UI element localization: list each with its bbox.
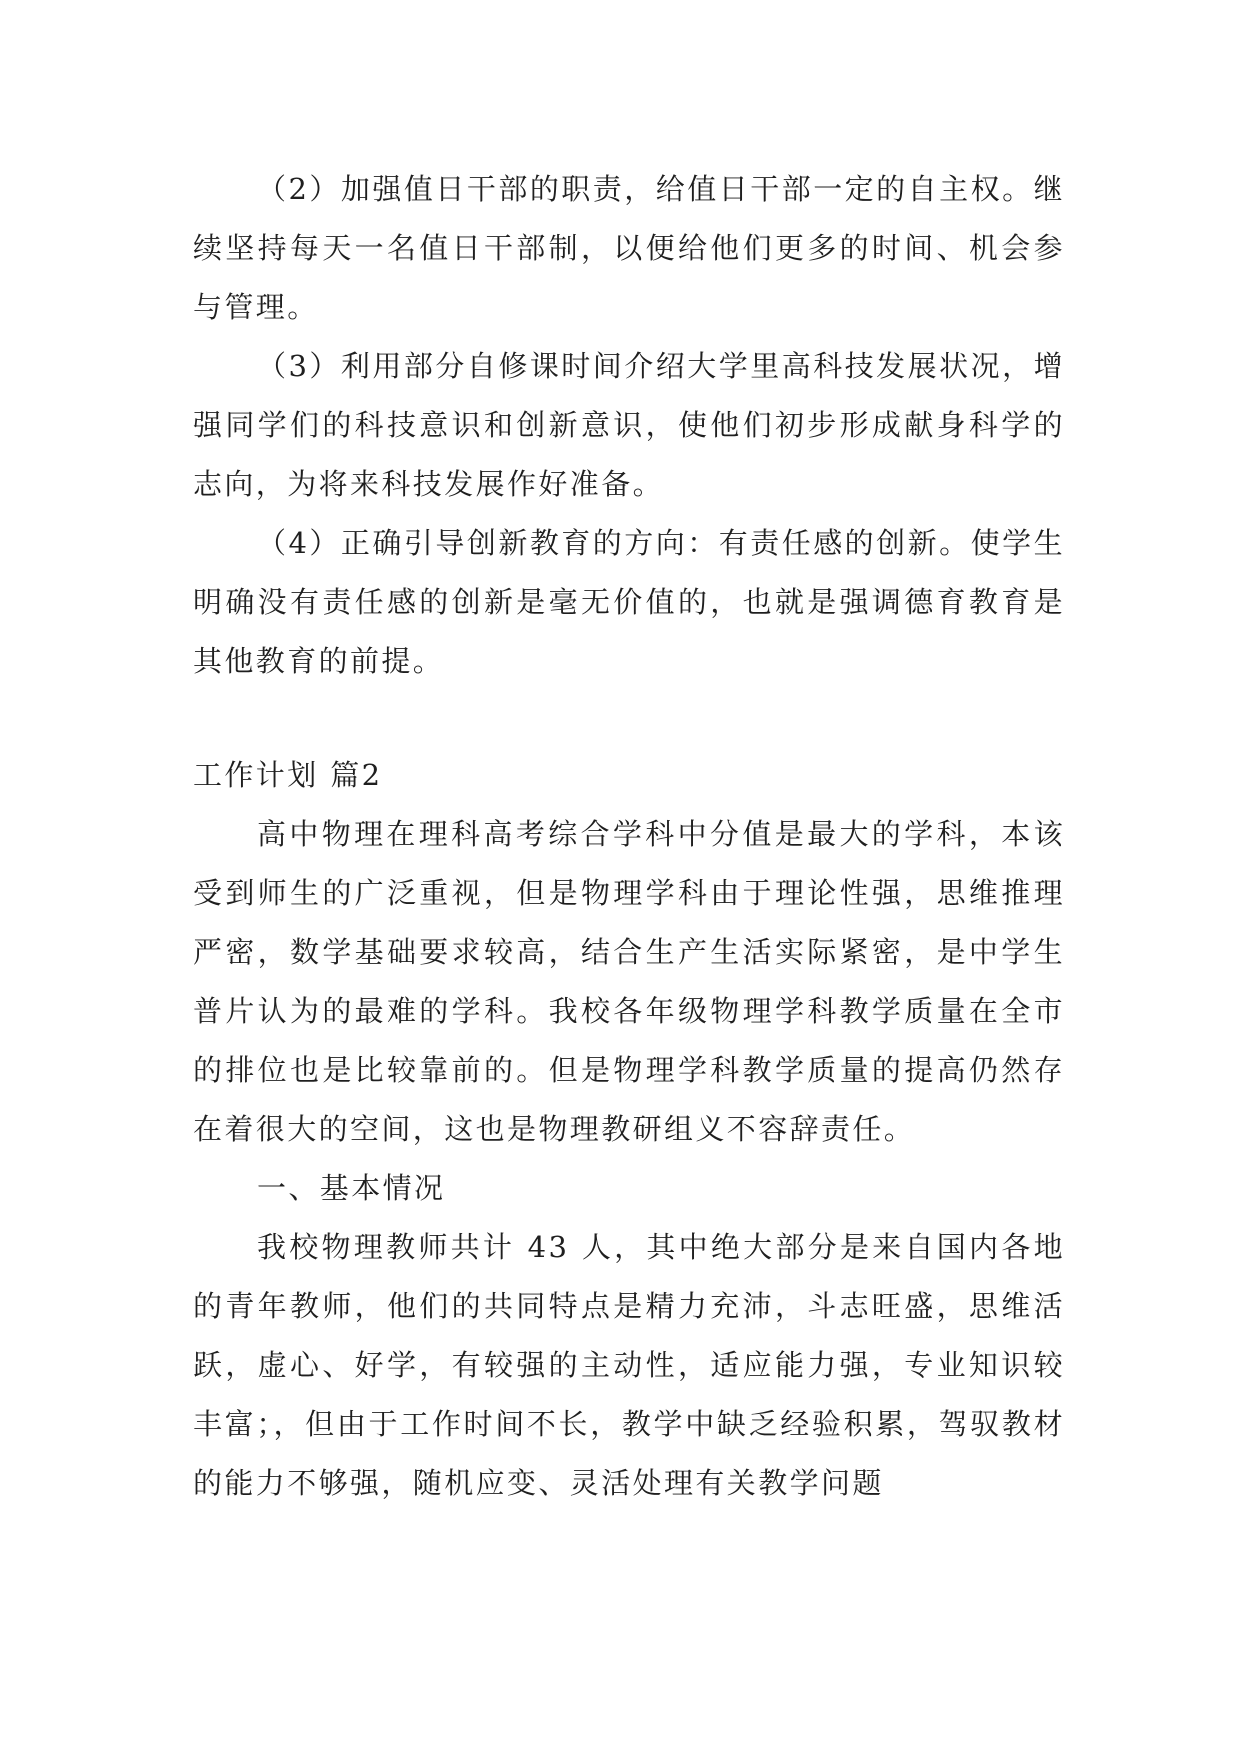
- subheading-basic-situation: 一、基本情况: [257, 1171, 446, 1205]
- paragraph-duty-officer: （2）加强值日干部的职责，给值日干部一定的自主权。继续坚持每天一名值日干部制，以便给他们更多的时间、机会参与管理。: [193, 172, 1065, 324]
- document-body: [193, 160, 1065, 1513]
- paragraph-innovation-direction: （4）正确引导创新教育的方向：有责任感的创新。使学生明确没有责任感的创新是毫无价值的，也就是强调德育教育是其他教育的前提。: [193, 526, 1065, 678]
- paragraph-physics-intro: 高中物理在理科高考综合学科中分值是最大的学科，本该受到师生的广泛重视，但是物理学科由于理论性强，思维推理严密，数学基础要求较高，结合生产生活实际紧密，是中学生普片认为的最难的学科。我校各年级物理学科教学质量在全市的排位也是比较靠前的。但是物理学科教学质量的提高仍然存在着很大的空间，这也是物理教研组义不容辞责任。: [193, 817, 1065, 1146]
- paragraph-teacher-situation: 我校物理教师共计 43 人，其中绝大部分是来自国内各地的青年教师，他们的共同特点是精力充沛，斗志旺盛，思维活跃，虚心、好学，有较强的主动性，适应能力强，专业知识较丰富；，但由于工作时间不长，教学中缺乏经验积累，驾驭教材的能力不够强，随机应变、灵活处理有关教学问题: [193, 1230, 1065, 1500]
- paragraph-tech-awareness: （3）利用部分自修课时间介绍大学里高科技发展状况，增强同学们的科技意识和创新意识，使他们初步形成献身科学的志向，为将来科技发展作好准备。: [193, 349, 1065, 501]
- section-spacer: [193, 691, 1065, 746]
- section-heading: 工作计划 篇2: [193, 758, 383, 792]
